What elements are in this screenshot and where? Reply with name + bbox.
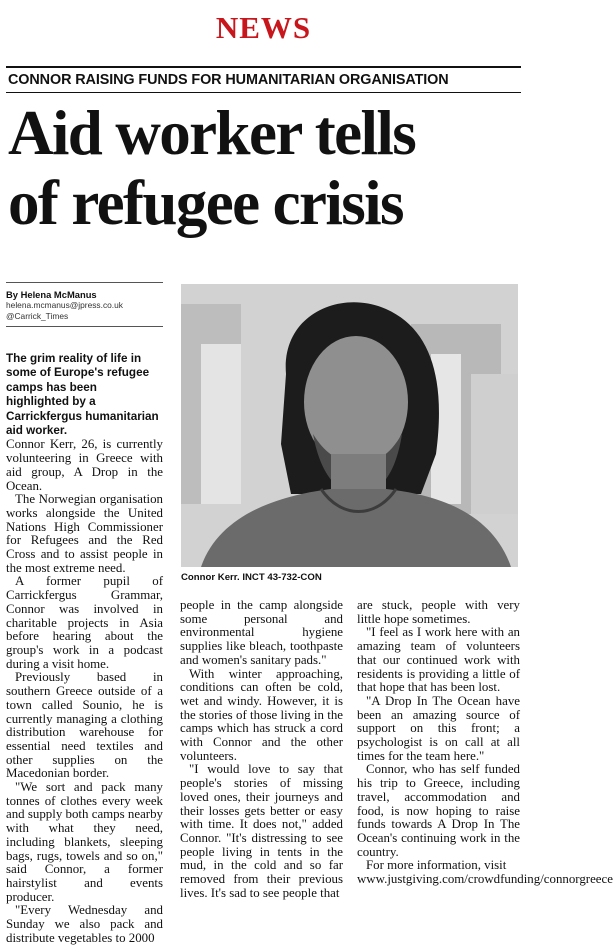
caption-name: Connor Kerr.	[181, 572, 240, 583]
headline-line-2: of refugee crisis	[8, 168, 403, 238]
article-column-3	[357, 598, 613, 887]
top-rule	[6, 66, 521, 68]
byline-rule-top	[6, 282, 163, 283]
body-paragraph: Previously based in southern Greece outside of a town called Sounio, he is currently managing a clothing distribution warehouse for essential need textiles and other supplies on the Macedonian border.	[6, 670, 163, 781]
body-paragraph: Connor Kerr, 26, is currently volunteering in Greece with aid group, A Drop in the Ocean.	[6, 437, 163, 493]
body-paragraph: With winter approaching, conditions can often be cold, wet and windy. However, it is the stories of those living in the camps which has struck a cord with Connor and the other volunteers.	[180, 666, 343, 763]
caption-ref: INCT 43-732-CON	[242, 572, 322, 583]
body-paragraph: Connor, who has self funded his trip to Greece, including travel, accommodation and food, is now hoping to raise funds towards A Drop In The Ocean's continuing work in the country.	[357, 762, 520, 859]
headline	[8, 98, 523, 238]
headline-line-1: Aid worker tells	[8, 98, 416, 168]
kicker-rule	[6, 92, 521, 93]
lead-paragraph: The grim reality of life in some of Europe's refugee camps has been highlighted by a Carrickfergus humanitarian aid worker.	[6, 352, 159, 438]
body-paragraph: "We sort and pack many tonnes of clothes every week and supply both camps nearby with what they need, including blankets, sleeping bags, rugs, towels and so on," said Connor, a former hairstylist and events producer.	[6, 780, 163, 904]
article-column-2	[180, 599, 343, 900]
body-paragraph: The Norwegian organisation works alongside the United Nations High Commissioner for Refugees and the Red Cross and to assist people in the most extreme need.	[6, 492, 163, 575]
body-paragraph: are stuck, people with very little hope sometimes.	[357, 598, 520, 626]
kicker: CONNOR RAISING FUNDS FOR HUMANITARIAN ORGANISATION	[8, 72, 449, 88]
body-paragraph-link: For more information, visit www.justgiving.com/crowdfunding/connorgreece	[357, 858, 613, 887]
body-paragraph: "I feel as I work here with an amazing team of volunteers that our continued work with residents is providing a little of that hope that has been lost.	[357, 625, 520, 695]
body-paragraph: "I would love to say that people's stories of missing loved ones, their journeys and their losses gets better or easy with time. It does not," added Connor. "It's distressing to see people living in tents in the mud, in the cold and so far removed from their previous lives. It's sad to see people that	[180, 762, 343, 900]
body-paragraph: "Every Wednesday and Sunday we also pack and distribute vegetables to 2000	[6, 903, 163, 945]
body-paragraph: "A Drop In The Ocean have been an amazing source of support on this front; a psychologist is on call at all times for the team here."	[357, 693, 520, 763]
portrait-illustration	[181, 284, 518, 567]
byline-rule-bottom	[6, 326, 163, 327]
byline-handle: @Carrick_Times	[6, 311, 69, 321]
photo-caption	[181, 572, 518, 583]
byline-author: By Helena McManus	[6, 289, 97, 300]
byline	[6, 289, 176, 322]
section-label: NEWS	[215, 10, 312, 45]
portrait-photo	[181, 284, 518, 567]
article-column-1	[6, 352, 163, 945]
byline-email: helena.mcmanus@jpress.co.uk	[6, 300, 123, 310]
body-paragraph: people in the camp alongside some personal and environmental hygiene supplies like bleach, toothpaste and women's sanitary pads."	[180, 598, 343, 667]
body-paragraph: A former pupil of Carrickfergus Grammar, Connor was involved in charitable projects in Asia before hearing about the group's work in a podcast during a visit home.	[6, 574, 163, 671]
